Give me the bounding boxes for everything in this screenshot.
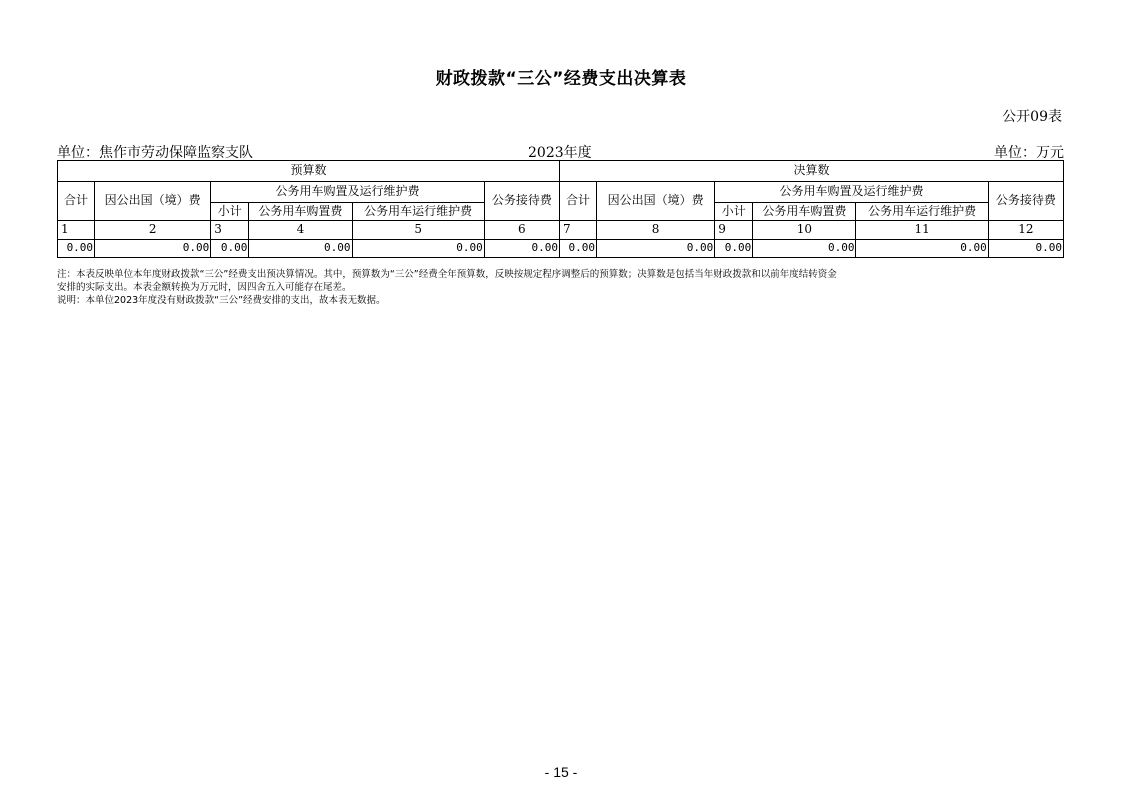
final-subtotal-header: 小计 [715, 203, 753, 221]
reporting-unit: 单位：焦作市劳动保障监察支队 [57, 145, 253, 161]
table-cell-index: 1 [58, 221, 95, 240]
three-public-expenses-table [57, 160, 1064, 258]
table-cell-value: 0.00 [597, 240, 715, 258]
table-cell-value: 0.00 [95, 240, 211, 258]
value-row [58, 240, 1064, 258]
table-cell-value: 0.00 [352, 240, 484, 258]
final-vehicle-header: 公务用车购置及运行维护费 [715, 182, 988, 203]
table-cell-index: 5 [352, 221, 484, 240]
table-cell-value: 0.00 [753, 240, 856, 258]
table-cell-index: 11 [856, 221, 988, 240]
table-number: 公开09表 [1002, 109, 1062, 125]
page-number: - 15 - [544, 764, 578, 780]
table-cell-index: 12 [988, 221, 1063, 240]
table-cell-value: 0.00 [249, 240, 352, 258]
budget-abroad-header: 因公出国（境）费 [95, 182, 211, 221]
document-title: 财政拨款“三公”经费支出决算表 [435, 69, 687, 89]
note-line-1: 注：本表反映单位本年度财政拨款“三公”经费支出预决算情况。其中，预算数为“三公”经费全年预算数，反映按规定程序调整后的预算数；决算数是包括当年财政拨款和以前年度结转资金 [57, 269, 837, 280]
fiscal-year: 2023年度 [528, 145, 592, 161]
budget-total-header: 合计 [58, 182, 95, 221]
table-cell-index: 3 [211, 221, 249, 240]
table-cell-value: 0.00 [559, 240, 596, 258]
table-cell-value: 0.00 [484, 240, 559, 258]
table-cell-index: 2 [95, 221, 211, 240]
meta-row [57, 142, 1064, 160]
budget-reception-header: 公务接待费 [484, 182, 559, 221]
table-cell-value: 0.00 [988, 240, 1063, 258]
header-row-columns [58, 182, 1064, 203]
budget-vehicle-header: 公务用车购置及运行维护费 [211, 182, 484, 203]
budget-purchase-header: 公务用车购置费 [249, 203, 352, 221]
note-line-2: 安排的实际支出。本表金额转换为万元时，因四舍五入可能存在尾差。 [57, 282, 352, 293]
table-cell-index: 8 [597, 221, 715, 240]
table-cell-value: 0.00 [715, 240, 753, 258]
header-row-groups [58, 161, 1064, 182]
budget-operation-header: 公务用车运行维护费 [352, 203, 484, 221]
final-operation-header: 公务用车运行维护费 [856, 203, 988, 221]
currency-unit: 单位：万元 [994, 145, 1064, 161]
final-total-header: 合计 [559, 182, 596, 221]
table-notes [57, 268, 1064, 307]
budget-group-header: 预算数 [58, 161, 560, 182]
table-cell-index: 10 [753, 221, 856, 240]
final-reception-header: 公务接待费 [988, 182, 1063, 221]
table-cell-index: 6 [484, 221, 559, 240]
table-cell-value: 0.00 [856, 240, 988, 258]
index-row [58, 221, 1064, 240]
table-cell-value: 0.00 [211, 240, 249, 258]
final-purchase-header: 公务用车购置费 [753, 203, 856, 221]
final-group-header: 决算数 [559, 161, 1063, 182]
table-cell-index: 4 [249, 221, 352, 240]
explanation-line: 说明：本单位2023年度没有财政拨款“三公”经费安排的支出，故本表无数据。 [57, 295, 386, 306]
table-cell-index: 9 [715, 221, 753, 240]
final-abroad-header: 因公出国（境）费 [597, 182, 715, 221]
table-cell-index: 7 [559, 221, 596, 240]
budget-subtotal-header: 小计 [211, 203, 249, 221]
table-cell-value: 0.00 [58, 240, 95, 258]
